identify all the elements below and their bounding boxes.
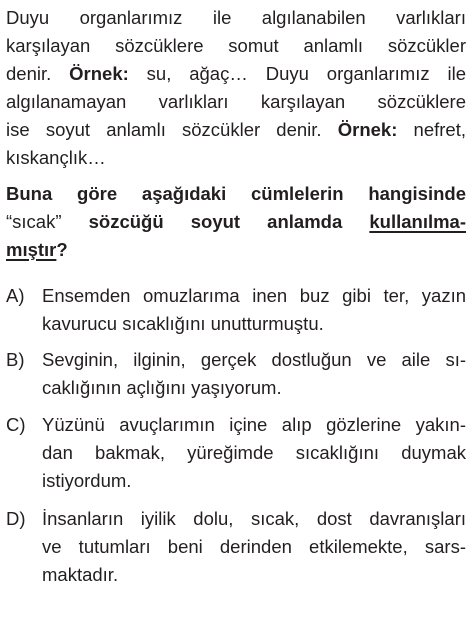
example-label: Örnek: (69, 63, 129, 84)
option-text-line: caklığının açlığını yaşıyorum. (42, 377, 282, 398)
quoted-word: “sıcak” (6, 211, 62, 232)
question-text: sözcüğü soyut anlamda (61, 211, 370, 232)
option-letter: C) (6, 414, 26, 435)
option-text-line: ve tutumları beni derinden etkilemekte, sars- (42, 536, 466, 557)
question-line (6, 208, 466, 236)
question-stem (6, 180, 466, 264)
intro-line: karşılayan sözcüklere somut anlamlı sözcükler (6, 35, 466, 56)
intro-line (6, 60, 466, 88)
example-label: Örnek: (337, 119, 398, 140)
intro-line: Duyu organlarımız ile algılanabilen varlıkları (6, 7, 466, 28)
intro-line (6, 116, 466, 144)
option-text-line: istiyordum. (42, 470, 132, 491)
question-page (6, 4, 466, 597)
option-letter: B) (6, 349, 25, 370)
option-text-line: dan bakmak, yüreğimde sıcaklığını duymak (42, 442, 466, 463)
intro-line: kıskançlık… (6, 147, 106, 168)
option-text-line: Yüzünü avuçlarımın içine alıp gözlerine yakın- (42, 414, 466, 435)
option-letter: A) (6, 285, 25, 306)
answer-options (6, 282, 466, 589)
option-text-line: maktadır. (42, 564, 119, 585)
intro-text: nefret, (397, 119, 466, 140)
intro-text: ise soyut anlamlı sözcükler denir. (6, 119, 338, 140)
intro-paragraph (6, 4, 466, 172)
negative-emphasis: mıştır (6, 239, 57, 260)
option-letter: D) (6, 508, 26, 529)
negative-emphasis: kullanılma- (369, 211, 466, 232)
intro-line: algılanamayan varlıkları karşılayan sözcüklere (6, 91, 466, 112)
option-text-line: Sevginin, ilginin, gerçek dostluğun ve aile sı- (42, 349, 466, 370)
option-c[interactable] (6, 411, 466, 495)
question-line: Buna göre aşağıdaki cümlelerin hangisinde (6, 183, 466, 204)
question-line (6, 236, 466, 264)
option-text-line: kavurucu sıcaklığını unutturmuştu. (42, 313, 324, 334)
option-d[interactable] (6, 505, 466, 589)
intro-text: denir. (6, 63, 70, 84)
intro-text: su, ağaç… Duyu organlarımız ile (128, 63, 466, 84)
option-text-line: İnsanların iyilik dolu, sıcak, dost davranışları (42, 508, 466, 529)
option-b[interactable] (6, 346, 466, 402)
question-mark: ? (56, 239, 68, 260)
option-text-line: Ensemden omuzlarıma inen buz gibi ter, yazın (42, 285, 466, 306)
option-a[interactable] (6, 282, 466, 338)
